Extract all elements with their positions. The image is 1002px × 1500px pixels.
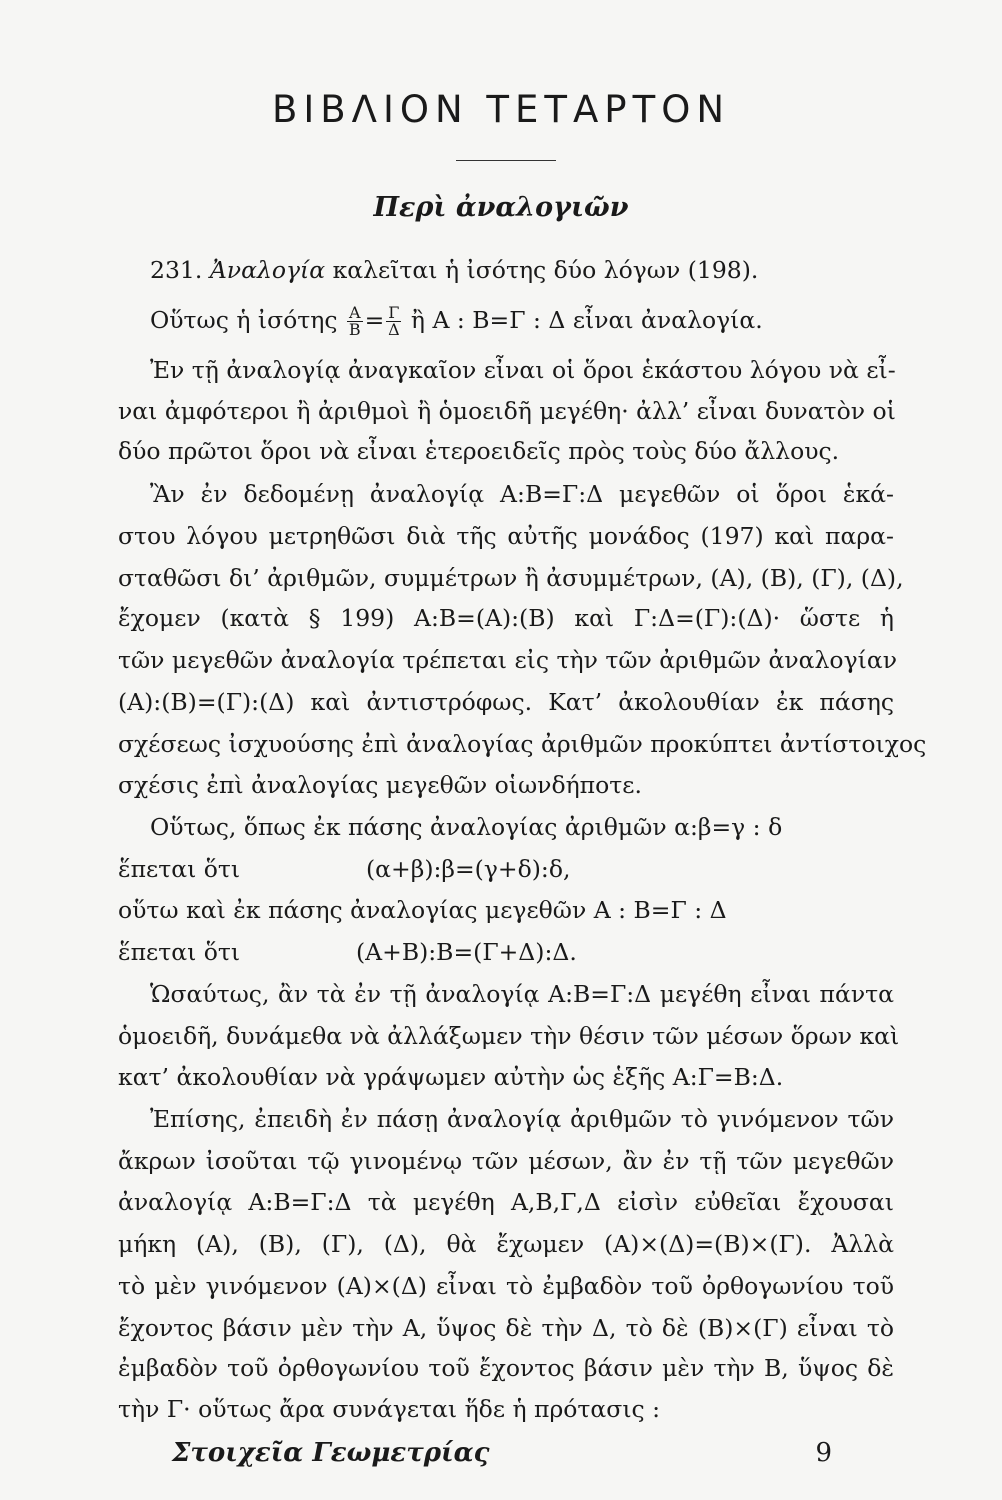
equals-sign: =: [364, 305, 385, 334]
section-title: Περὶ ἀναλογιῶν: [373, 192, 629, 223]
paragraph-number: 231.: [150, 256, 203, 284]
text-line: Ἂν ἐν δεδομένῃ ἀναλογίᾳ Α:Β=Γ:Δ μεγεθῶν οἱ ὅροι ἑκά-: [150, 480, 894, 509]
fraction-a-b: [347, 302, 363, 339]
text-line: σχέσις ἐπὶ ἀναλογίας μεγεθῶν οἱωνδήποτε.: [118, 771, 642, 800]
text-line: στου λόγου μετρηθῶσι διὰ τῆς αὐτῆς μονάδος (197) καὶ παρα-: [118, 521, 894, 550]
text-line: τῶν μεγεθῶν ἀναλογία τρέπεται εἰς τὴν τῶν ἀριθμῶν ἀναλογίαν: [118, 646, 897, 674]
title-divider: [456, 160, 556, 161]
formula-line: [356, 935, 577, 969]
page-footer: [172, 1438, 832, 1468]
text-fragment: ἕπεται ὅτι: [118, 938, 241, 966]
text-line: κατ’ ἀκολουθίαν νὰ γράψωμεν αὐτὴν ὡς ἑξῆς Α:Γ=Β:Δ.: [118, 1063, 784, 1092]
text-line: (Α):(Β)=(Γ):(Δ) καὶ ἀντιστρόφως. Κατ’ ἀκολουθίαν ἐκ πάσης: [118, 687, 894, 716]
text-line: ἔχοντος βάσιν μὲν τὴν Α, ὕψος δὲ τὴν Δ, τὸ δὲ (Β)×(Γ) εἶναι τὸ: [118, 1313, 894, 1342]
text-line: τὸ μὲν γινόμενον (Α)×(Δ) εἶναι τὸ ἐμβαδὸν τοῦ ὀρθογωνίου τοῦ: [118, 1271, 894, 1300]
text-line: ἔχομεν (κατὰ § 199) Α:Β=(Α):(Β) καὶ Γ:Δ=(Γ):(Δ)· ὥστε ἡ: [118, 604, 894, 633]
text-line: οὕτω καὶ ἐκ πάσης ἀναλογίας μεγεθῶν Α : Β=Γ : Δ: [118, 896, 727, 925]
text-line: ἀναλογίᾳ Α:Β=Γ:Δ τὰ μεγέθη Α,Β,Γ,Δ εἰσὶν εὐθεῖαι ἔχουσαι: [118, 1188, 894, 1217]
fraction-denominator: Β: [348, 319, 361, 339]
text-line: Ἐπίσης, ἐπειδὴ ἐν πάσῃ ἀναλογίᾳ ἀριθμῶν τὸ γινόμενον τῶν: [150, 1104, 894, 1133]
definition-text: καλεῖται ἡ ἰσότης δύο λόγων (198).: [332, 256, 759, 284]
text-line: σχέσεως ἰσχυούσης ἐπὶ ἀναλογίας ἀριθμῶν προκύπτει ἀντίστοιχος: [118, 729, 927, 758]
formula: (α+β):β=(γ+δ):δ,: [366, 854, 571, 883]
formula: (Α+Β):Β=(Γ+Δ):Δ.: [356, 938, 577, 966]
book-name: Στοιχεῖα Γεωμετρίας: [172, 1438, 490, 1468]
paragraph-231-line: [118, 253, 758, 287]
example-text: ἢ Α : Β=Γ : Δ εἶναι ἀναλογία.: [410, 305, 763, 334]
text-line: Ὡσαύτως, ἂν τὰ ἐν τῇ ἀναλογίᾳ Α:Β=Γ:Δ μεγέθη εἶναι πάντα: [150, 979, 894, 1008]
text-line: [118, 935, 240, 969]
text-fragment: ἕπεται ὅτι: [118, 854, 241, 883]
text-line: τὴν Γ· οὕτως ἄρα συνάγεται ἥδε ἡ πρότασις :: [118, 1395, 661, 1423]
fraction-numerator: Α: [349, 302, 361, 322]
text-line: ὁμοειδῆ, δυνάμεθα νὰ ἀλλάξωμεν τὴν θέσιν τῶν μέσων ὅρων καὶ: [118, 1021, 900, 1050]
text-line: ἐμβαδὸν τοῦ ὀρθογωνίου τοῦ ἔχοντος βάσιν μὲν τὴν Β, ὕψος δὲ: [118, 1354, 894, 1383]
page-number: 9: [815, 1438, 832, 1468]
text-line: μήκη (Α), (Β), (Γ), (Δ), θὰ ἔχωμεν (Α)×(Δ)=(Β)×(Γ). Ἀλλὰ: [118, 1230, 894, 1259]
example-text: Οὕτως ἡ ἰσότης: [150, 305, 338, 334]
text-line: Ἐν τῇ ἀναλογίᾳ ἀναγκαῖον εἶναι οἱ ὅροι ἑκάστου λόγου νὰ εἶ-: [150, 355, 896, 384]
text-line: δύο πρῶτοι ὅροι νὰ εἶναι ἑτεροειδεῖς πρὸς τοὺς δύο ἄλλους.: [118, 437, 840, 466]
text-line: σταθῶσι δι’ ἀριθμῶν, συμμέτρων ἢ ἀσυμμέτρων, (Α), (Β), (Γ), (Δ),: [118, 563, 904, 592]
fraction-numerator: Γ: [388, 302, 400, 322]
text-line: ναι ἀμφότεροι ἢ ἀριθμοὶ ἢ ὁμοειδῆ μεγέθη· ἀλλ’ εἶναι δυνατὸν οἱ: [118, 396, 896, 425]
book-title: ΒΙΒΛΙΟΝ ΤΕΤΑΡΤΟΝ: [271, 88, 731, 131]
formula-line: [366, 852, 570, 886]
proportion-example-line: [118, 303, 763, 337]
defined-term: Ἀναλογία: [209, 256, 326, 284]
text-line: [118, 852, 240, 886]
text-line: Οὕτως, ὅπως ἐκ πάσης ἀναλογίας ἀριθμῶν α:β=γ : δ: [150, 812, 783, 841]
text-line: ἄκρων ἰσοῦται τῷ γινομένῳ τῶν μέσων, ἂν ἐν τῇ τῶν μεγεθῶν: [118, 1146, 894, 1175]
fraction-denominator: Δ: [388, 319, 400, 339]
fraction-g-d: [386, 302, 401, 339]
